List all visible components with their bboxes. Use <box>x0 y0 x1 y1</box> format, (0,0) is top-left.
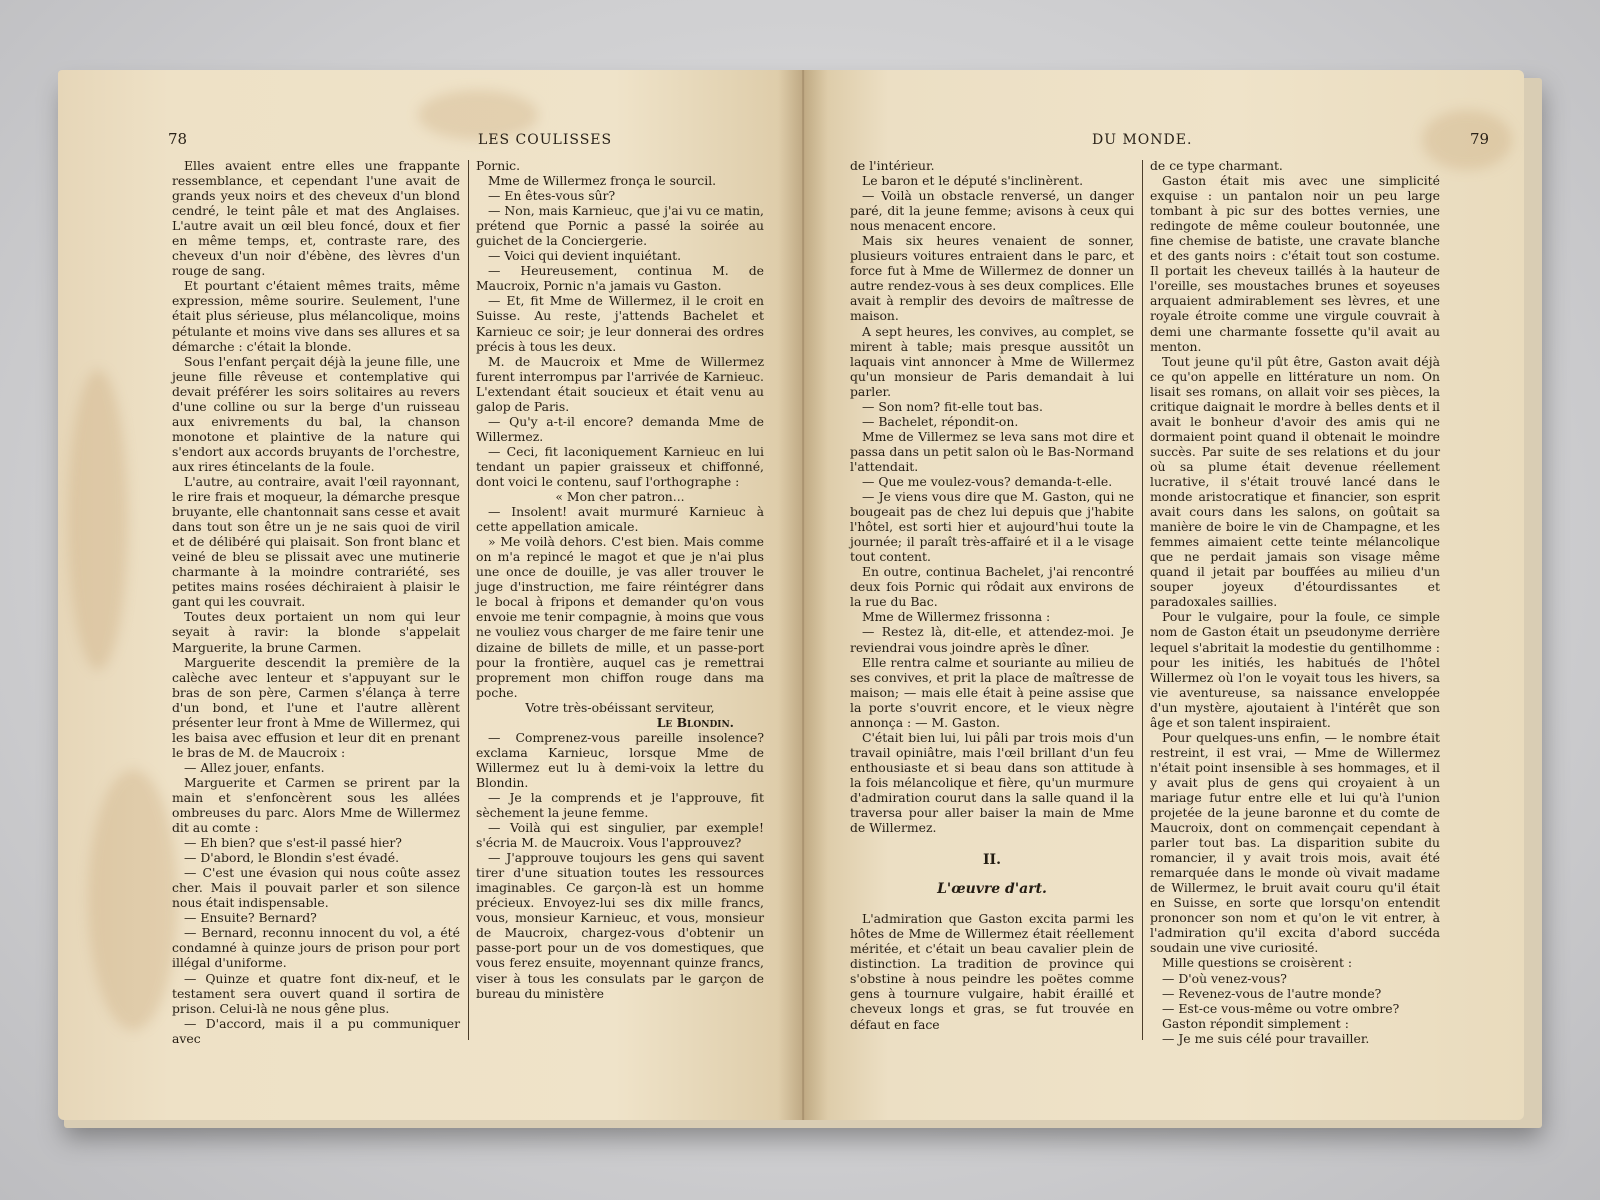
running-head: LES COULISSES <box>478 132 613 148</box>
paragraph: L'autre, au contraire, avait l'œil rayonnant, le rire frais et moqueur, la démarche presque bruyante, elle chantonnait sans cesse et avait dans tout son être un je ne sais quoi de viril et de délibéré qui plaisait. Son front blanc et veiné de bleu se plissait avec une mutinerie charmante à la moindre contrariété, ses petites mains rosées déchiraient à plaisir le gant qui les couvrait. <box>172 473 460 610</box>
paragraph: — Restez là, dit-elle, et attendez-moi. Je reviendrai vous joindre après le dîner. <box>850 624 1134 655</box>
paragraph: — Ensuite? Bernard? <box>184 910 317 926</box>
paragraph: de l'intérieur. <box>850 158 935 173</box>
chapter-title: L'œuvre d'art. <box>937 881 1047 898</box>
paragraph: — Son nom? fit-elle tout bas. <box>862 398 1043 414</box>
paragraph: C'était bien lui, lui pâli par trois mois d'un travail opiniâtre, mais l'œil brillant d'un feu enthousiaste et si beau dans son attitude à la fois mélancolique et fière, qu'un murmure d'admiration courut dans la salle quand il la traversa pour aller baiser la main de Mme de Willermez. <box>850 729 1134 836</box>
paragraph: — Ceci, fit laconiquement Karnieuc en lui tendant un papier graisseux et chiffonné, dont voici le contenu, sauf l'orthographe : <box>476 443 764 489</box>
column-rule <box>468 160 469 1040</box>
paragraph: — J'approuve toujours les gens qui savent tirer d'une situation toutes les ressources imaginables. Ce garçon-là est un homme précieux. Envoyez-lui ses dix mille francs, vous, monsieur Karnieuc, et vous, monsieur de Maucroix, chargez-vous d'obtenir un passe-port pour un de vos domestiques, que vous ferez ensuite, moyennant quinze francs, viser à tous les consulats par le garçon de bureau du ministère <box>476 850 764 1001</box>
paragraph: — Je la comprends et je l'approuve, fit sèchement la jeune femme. <box>476 789 764 821</box>
paragraph: — Allez jouer, enfants. <box>184 759 325 775</box>
paragraph: — Est-ce vous-même ou votre ombre? <box>1162 1000 1400 1016</box>
paragraph: Le Blondin. <box>656 714 734 730</box>
paragraph: — Insolent! avait murmuré Karnieuc à cette appellation amicale. <box>476 504 764 535</box>
chapter-number: II. <box>983 852 1001 869</box>
paragraph: Elles avaient entre elles une frappante ressemblance, et cependant l'une avait de grands yeux noirs et des cheveux d'un blond cendré, le teint pâle et mat des Anglaises. L'autre avait un œil bleu foncé, doux et fier en même temps, et, contraste rare, des cheveux d'un noir d'ébène, des lèvres d'un rouge de sang. <box>172 158 460 279</box>
paragraph: M. de Maucroix et Mme de Willermez furent interrompus par l'arrivée de Karnieuc. L'extendant était soucieux et était venu au galop de Paris. <box>476 353 764 414</box>
text-column-left-1 <box>172 158 460 1046</box>
paragraph: — Je viens vous dire que M. Gaston, qui ne bougeait pas de chez lui depuis que j'habite l'hôtel, est sorti hier et aujourd'hui toute la journée; il paraît très-affairé et il a le visage tout content. <box>850 489 1134 565</box>
paragraph: Marguerite descendit la première de la calèche avec lenteur et s'appuyant sur le bras de son père, Carmen s'élança à terre d'un bond, et l'une et l'autre allèrent présenter leur front à Mme de Willermez, qui les baisa avec effusion et leur dit en prenant le bras de M. de Maucroix : <box>172 654 460 760</box>
page-number: 79 <box>1470 130 1490 148</box>
paragraph: — Voilà qui est singulier, par exemple! s'écria M. de Maucroix. Vous l'approuvez? <box>476 820 764 851</box>
paragraph: — Eh bien? que s'est-il passé hier? <box>184 835 402 851</box>
paragraph: Mille questions se croisèrent : <box>1162 955 1353 971</box>
paragraph: Elle rentra calme et souriante au milieu de ses convives, et prit la place de maîtresse de maison; — mais elle était à peine assise que la porte s'ouvrit encore, et le vieux nègre annonça : — M. Gaston. <box>850 654 1134 730</box>
right-page <box>802 70 1524 1120</box>
paragraph: — C'est une évasion qui nous coûte assez cher. Mais il pouvait parler et son silence nous était indispensable. <box>172 865 460 911</box>
paragraph: Mme de Villermez se leva sans mot dire et passa dans un petit salon où le Bas-Normand l'attendait. <box>850 428 1134 474</box>
paragraph: Et pourtant c'étaient mêmes traits, même expression, même sourire. Seulement, l'une était plus sérieuse, plus mélancolique, moins pétulante et moins vive dans ses allures et sa démarche : c'était la blonde. <box>172 278 460 354</box>
paragraph: — Comprenez-vous pareille insolence? exclama Karnieuc, lorsque Mme de Willermez eut lu à demi-voix la lettre du Blondin. <box>476 729 764 790</box>
paragraph: — D'où venez-vous? <box>1162 970 1287 986</box>
paragraph: — Voici qui devient inquiétant. <box>488 248 682 264</box>
paragraph: — Je me suis célé pour travailler. <box>1162 1030 1370 1046</box>
paragraph: Toutes deux portaient un nom qui leur seyait à ravir: la blonde s'appelait Marguerite, la brune Carmen. <box>172 609 460 655</box>
left-page <box>58 70 802 1120</box>
paragraph: Pour le vulgaire, pour la foule, ce simple nom de Gaston était un pseudonyme derrière lequel s'abritait la modestie du gentilhomme : pour les initiés, les habitués de l'hôtel Willermez où l'on le voyait tous les hivers, sa vie aventureuse, sa naissance enveloppée d'un mystère, ajoutaient à l'intérêt que son âge et son talent inspiraient. <box>1150 609 1440 730</box>
paragraph: Gaston répondit simplement : <box>1162 1015 1349 1031</box>
paragraph: — D'accord, mais il a pu communiquer avec <box>172 1015 460 1046</box>
paragraph: — Voilà un obstacle renversé, un danger paré, dit la jeune femme; avisons à ceux qui nous menacent encore. <box>850 188 1134 234</box>
paragraph: — Revenez-vous de l'autre monde? <box>1162 985 1382 1001</box>
paragraph: Sous l'enfant perçait déjà la jeune fille, une jeune fille rêveuse et contemplative qui devait préférer les soirs solitaires au revers d'une colline ou sur la berge d'un ruisseau aux enivrements du bal, la chanson monotone et plaintive de la nature qui s'endort aux accords bruyants de l'orchestre, aux rires étincelants de la foule. <box>172 353 460 474</box>
text-column-right-2 <box>1150 158 1440 1046</box>
paragraph: — En êtes-vous sûr? <box>488 188 616 204</box>
paragraph: — Bernard, reconnu innocent du vol, a été condamné à quinze jours de prison pour port illégal d'uniforme. <box>172 925 460 971</box>
paragraph: Gaston était mis avec une simplicité exquise : un pantalon noir un peu large tombant à pic sur des bottes vernies, une redingote de même couleur boutonnée, une fine chemise de batiste, une cravate blanche et des gants noirs : c'était tout son costume. Il portait les cheveux taillés à la hauteur de l'oreille, ses moustaches brunes et soyeuses arquaient admirablement ses lèvres, et une royale étroite comme une virgule couvrait à demi une charmante fossette qu'il avait au menton. <box>1150 173 1440 354</box>
paragraph: Mme de Willermez fronça le sourcil. <box>488 173 717 189</box>
open-book <box>58 70 1558 1130</box>
paragraph: « Mon cher patron... <box>555 489 685 505</box>
paragraph: — Bachelet, répondit-on. <box>862 413 1019 429</box>
paragraph: — Quinze et quatre font dix-neuf, et le testament sera ouvert quand il sortira de prison. Celui-là ne nous gêne plus. <box>172 970 460 1016</box>
paragraph: A sept heures, les convives, au complet, se mirent à table; mais presque aussitôt un laquais vint annoncer à Mme de Willermez qu'un monsieur de Paris demandait à lui parler. <box>850 323 1134 399</box>
paragraph: — Non, mais Karnieuc, que j'ai vu ce matin, prétend que Pornic a passé la soirée au guichet de la Conciergerie. <box>476 203 764 249</box>
age-stain <box>68 370 128 670</box>
paragraph: Mme de Willermez frissonna : <box>862 609 1051 625</box>
text-column-right-1 <box>850 158 1134 1032</box>
running-head: DU MONDE. <box>1092 132 1193 148</box>
text-column-left-2 <box>476 158 764 1001</box>
paragraph: — Heureusement, continua M. de Maucroix, Pornic n'a jamais vu Gaston. <box>476 263 764 294</box>
age-stain <box>88 770 178 1030</box>
page-number: 78 <box>168 130 188 148</box>
paragraph: — Qu'y a-t-il encore? demanda Mme de Willermez. <box>476 413 764 444</box>
paragraph: Le baron et le député s'inclinèrent. <box>862 173 1084 189</box>
paragraph: — D'abord, le Blondin s'est évadé. <box>184 850 400 866</box>
column-rule <box>1142 160 1143 1040</box>
paragraph: Pour quelques-uns enfin, — le nombre était restreint, il est vrai, — Mme de Willermez n'était point insensible à ses hommages, et il y avait plus de gens qui croyaient à un mariage futur entre elle et lui qu'à l'union projetée de la jeune baronne et du comte de Maucroix, dont on commençait cependant à parler tout bas. La disparition subite du romancier, il y avait trois mois, avait été remarquée dans le monde où vivait madame de Willermez, le bruit avait couru qu'il était en Suisse, en sorte que lorsqu'on entendit prononcer son nom et qu'on le vit entrer, à l'admiration qu'il excita d'abord succéda soudain une vive curiosité. <box>1150 729 1440 956</box>
paragraph: » Me voilà dehors. C'est bien. Mais comme on m'a repincé le magot et que je n'ai plus une once de douille, je vas aller trouver le juge d'instruction, me faire réintégrer dans le bocal à fripons et demander qu'on vous envoie me tenir compagnie, à moins que vous ne vouliez vous charger de me faire tenir une dizaine de billets de mille, et un passe-port pour la frontière, auquel cas je remettrai proprement mon chiffon rouge dans ma poche. <box>476 534 764 700</box>
paragraph: L'admiration que Gaston excita parmi les hôtes de Mme de Willermez était réellement méritée, et c'était un beau cavalier plein de distinction. La tradition de province qui s'obstine à nous peindre les poëtes comme gens à tournure vulgaire, habit éraillé et cheveux longs et gras, se fut trouvée en défaut en face <box>850 911 1134 1032</box>
paragraph: Marguerite et Carmen se prirent par la main et s'enfoncèrent sous les allées ombreuses du parc. Alors Mme de Willermez dit au comte : <box>172 774 460 836</box>
paragraph: Pornic. <box>476 158 521 173</box>
paragraph: Tout jeune qu'il pût être, Gaston avait déjà ce qu'on appelle en littérature un nom. On lisait ses romans, on allait voir ses pièces, la critique daignait le mordre à belles dents et il avait le bonheur d'avoir des amis qui ne dormaient point quand il obtenait le moindre succès. Par suite de ses relations et du jour où sa plume était devenue réellement lucrative, il s'était trouvé lancé dans le monde aristocratique et financier, son esprit avait cours dans les salons, on goûtait sa manière de boire le vin de Champagne, et les femmes aimaient cette teinte mélancolique que ne perdait jamais son visage même quand il jetait par bouffées au milieu d'un souper joyeux d'étourdissantes et paradoxales saillies. <box>1150 353 1440 610</box>
paragraph: Votre très-obéissant serviteur, <box>525 699 715 715</box>
paragraph: Mais six heures venaient de sonner, plusieurs voitures entraient dans le parc, et force fut à Mme de Willermez de donner un autre rendez-vous à ses deux complices. Elle avait à remplir des devoirs de maîtresse de maison. <box>850 233 1134 324</box>
paragraph: de ce type charmant. <box>1150 158 1283 173</box>
paragraph: — Et, fit Mme de Willermez, il le croit en Suisse. Au reste, j'attends Bachelet et Karnieuc ce soir; je leur donnerai des ordres précis à tous les deux. <box>476 293 764 354</box>
paragraph: — Que me voulez-vous? demanda-t-elle. <box>862 473 1113 489</box>
paragraph: En outre, continua Bachelet, j'ai rencontré deux fois Pornic qui rôdait aux environs de la rue du Bac. <box>850 564 1134 610</box>
